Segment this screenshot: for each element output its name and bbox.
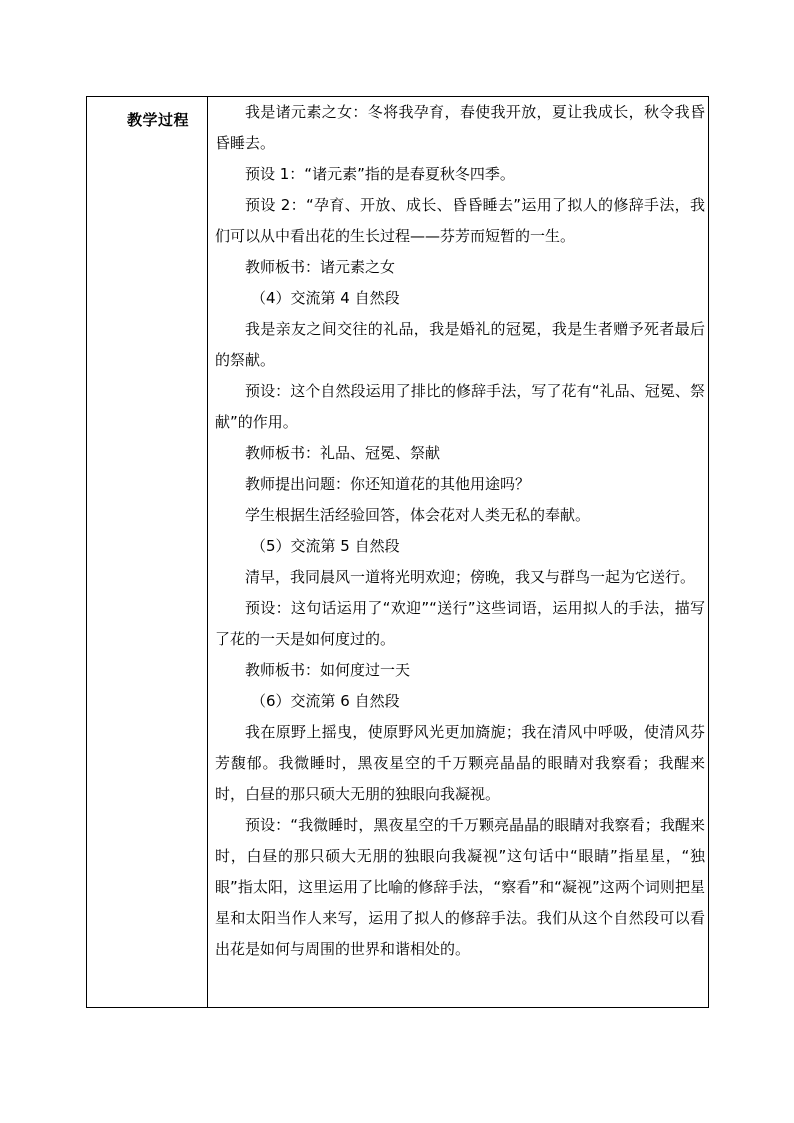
paragraph: 预设：这个自然段运用了排比的修辞手法，写了花有“礼品、冠冕、祭献”的作用。 bbox=[215, 382, 705, 431]
paragraph: 教师提出问题：你还知道花的其他用途吗？ bbox=[245, 475, 531, 493]
subsection-heading: （6）交流第 6 自然段 bbox=[251, 692, 400, 710]
paragraph: 我是亲友之间交往的礼品，我是婚礼的冠冕，我是生者赠予死者最后的祭献。 bbox=[215, 320, 705, 369]
paragraph: 预设 1：“诸元素”指的是春夏秋冬四季。 bbox=[245, 165, 515, 183]
subsection-heading: （4）交流第 4 自然段 bbox=[251, 289, 400, 307]
paragraph: 清早，我同晨风一道将光明欢迎；傍晚，我又与群鸟一起为它送行。 bbox=[245, 568, 696, 586]
paragraph: 预设：“我微睡时，黑夜星空的千万颗亮晶晶的眼睛对我察看；我醒来时，白昼的那只硕大无朋的独眼向我凝视”这句话中“眼睛”指星星，“独眼”指太阳，这里运用了比喻的修辞手法，“察看”和“凝视”这两个词则把星星和太阳当作人来写，运用了拟人的修辞手法。我们从这个自然段可以看出花是如何与周围的世界和谐相处的。 bbox=[215, 816, 705, 958]
paragraph: 预设 2：“孕育、开放、成长、昏昏睡去”运用了拟人的修辞手法，我们可以从中看出花的生长过程——芬芳而短暂的一生。 bbox=[215, 196, 705, 245]
paragraph: 我是诸元素之女：冬将我孕育，春使我开放，夏让我成长，秋令我昏昏睡去。 bbox=[215, 103, 705, 152]
paragraph: 教师板书：如何度过一天 bbox=[245, 661, 411, 679]
lesson-table bbox=[86, 96, 709, 1008]
paragraph: 教师板书：礼品、冠冕、祭献 bbox=[245, 444, 441, 462]
content-cell bbox=[215, 97, 705, 1007]
label-cell bbox=[87, 97, 208, 1007]
paragraph: 我在原野上摇曳，使原野风光更加旖旎；我在清风中呼吸，使清风芬芳馥郁。我微睡时，黑夜星空的千万颗亮晶晶的眼睛对我察看；我醒来时，白昼的那只硕大无朋的独眼向我凝视。 bbox=[215, 723, 705, 803]
paragraph: 预设：这句话运用了“欢迎”“送行”这些词语，运用拟人的手法，描写了花的一天是如何度过的。 bbox=[215, 599, 705, 648]
section-label: 教学过程 bbox=[126, 111, 189, 129]
paragraph: 教师板书：诸元素之女 bbox=[245, 258, 396, 276]
paragraph: 学生根据生活经验回答，体会花对人类无私的奉献。 bbox=[245, 506, 591, 524]
subsection-heading: （5）交流第 5 自然段 bbox=[251, 537, 400, 555]
